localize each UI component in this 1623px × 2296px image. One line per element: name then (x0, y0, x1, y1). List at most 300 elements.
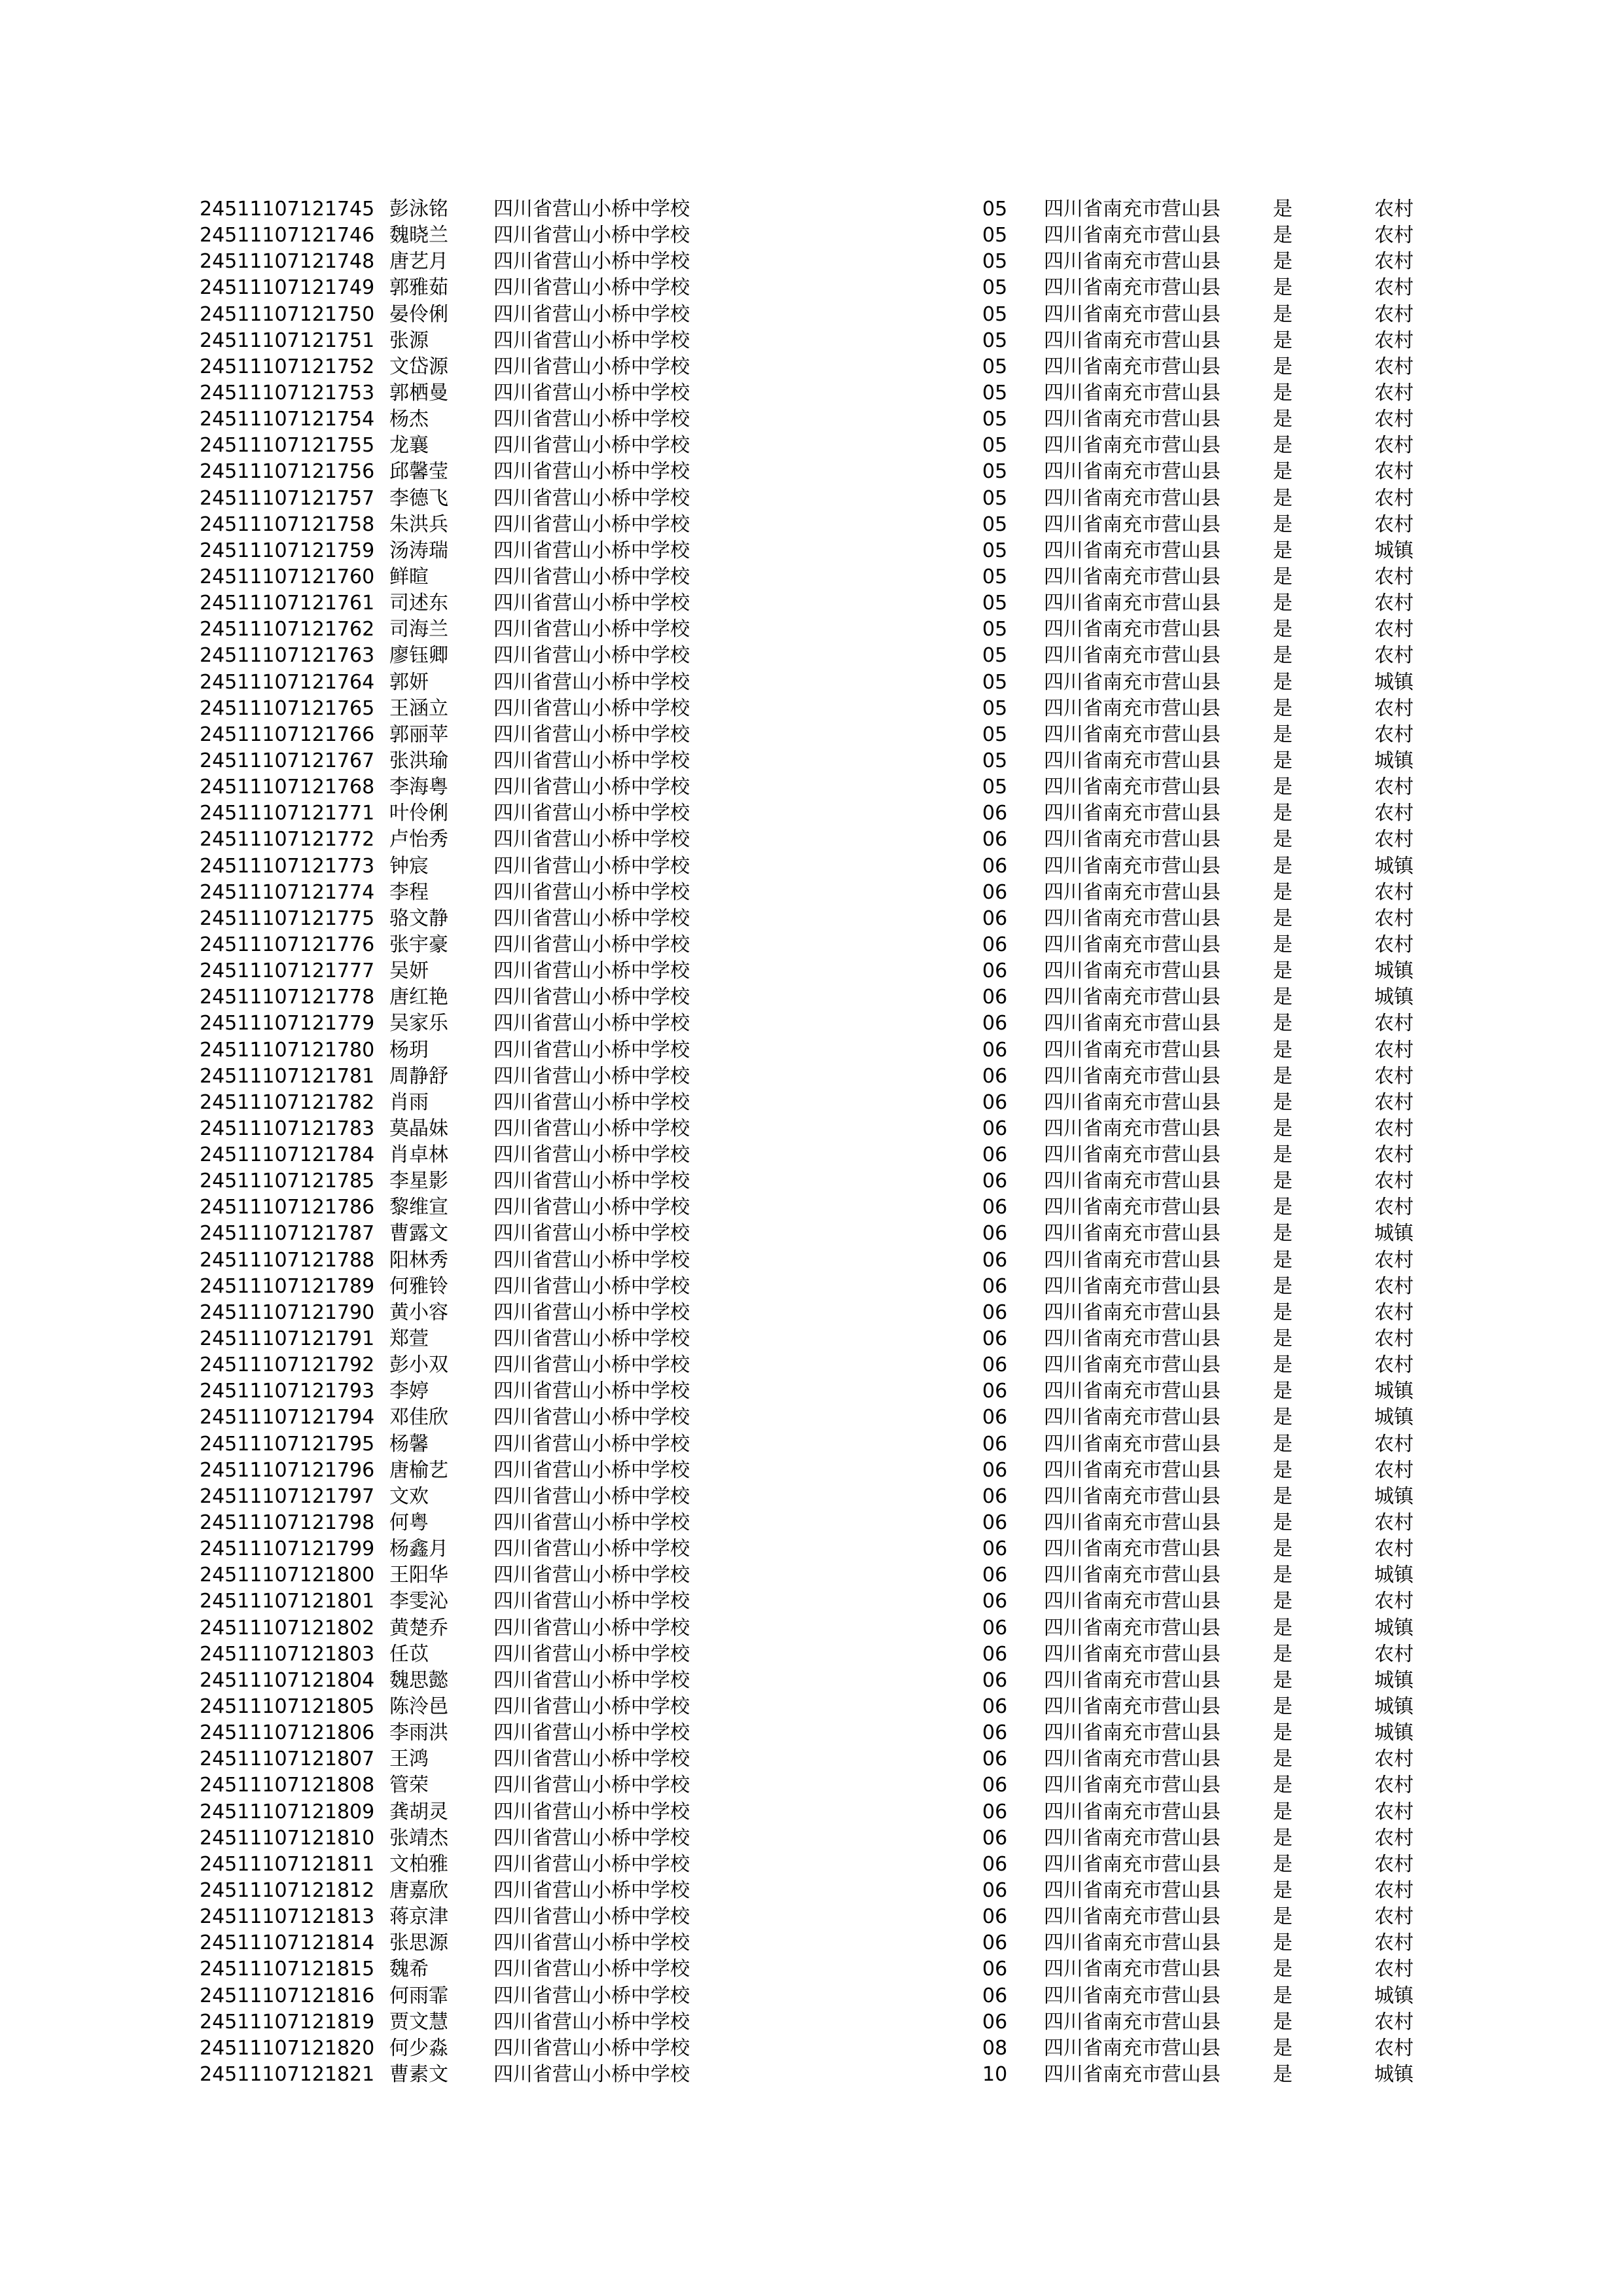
table-row (200, 1772, 1430, 1799)
student-name-cell: 魏思懿 (389, 1668, 448, 1692)
student-name-cell: 何雨霏 (389, 1984, 448, 2007)
table-row (200, 1168, 1430, 1194)
region-cell: 四川省南充市营山县 (1044, 1537, 1221, 1561)
student-name-cell: 唐榆艺 (389, 1458, 448, 1482)
area-type-cell: 农村 (1374, 2036, 1414, 2060)
student-name-cell: 何粤 (389, 1511, 429, 1535)
status-flag-cell: 是 (1273, 1905, 1293, 1929)
status-flag-cell: 是 (1273, 1958, 1293, 1981)
table-row (200, 1326, 1430, 1352)
student-name-cell: 李星影 (389, 1170, 448, 1193)
table-row (200, 1300, 1430, 1326)
student-name-cell: 邓佳欣 (389, 1406, 448, 1429)
school-name-cell: 四川省营山小桥中学校 (493, 1590, 690, 1613)
table-row (200, 1274, 1430, 1300)
school-name-cell: 四川省营山小桥中学校 (493, 2036, 690, 2060)
class-code-cell: 05 (982, 776, 1008, 799)
class-code-cell: 06 (982, 1222, 1008, 1246)
school-name-cell: 四川省营山小桥中学校 (493, 1484, 690, 1508)
table-row (200, 1930, 1430, 1956)
student-id-cell: 24511107121772 (200, 828, 375, 852)
status-flag-cell: 是 (1273, 1931, 1293, 1955)
table-row (200, 328, 1430, 354)
status-flag-cell: 是 (1273, 1143, 1293, 1167)
school-name-cell: 四川省营山小桥中学校 (493, 1090, 690, 1114)
status-flag-cell: 是 (1273, 1695, 1293, 1719)
student-id-cell: 24511107121797 (200, 1484, 375, 1508)
student-id-cell: 24511107121750 (200, 302, 375, 326)
school-name-cell: 四川省营山小桥中学校 (493, 1564, 690, 1587)
table-row (200, 275, 1430, 301)
status-flag-cell: 是 (1273, 644, 1293, 668)
status-flag-cell: 是 (1273, 1038, 1293, 1062)
student-name-cell: 王阳华 (389, 1564, 448, 1587)
table-row (200, 1588, 1430, 1615)
region-cell: 四川省南充市营山县 (1044, 618, 1221, 641)
student-name-cell: 阳林秀 (389, 1248, 448, 1272)
table-row (200, 1378, 1430, 1405)
area-type-cell: 农村 (1374, 723, 1414, 746)
status-flag-cell: 是 (1273, 1170, 1293, 1193)
table-row (200, 670, 1430, 696)
area-type-cell: 城镇 (1374, 1616, 1414, 1640)
status-flag-cell: 是 (1273, 1616, 1293, 1640)
region-cell: 四川省南充市营山县 (1044, 1800, 1221, 1823)
student-name-cell: 李程 (389, 880, 429, 904)
student-id-cell: 24511107121752 (200, 355, 375, 378)
status-flag-cell: 是 (1273, 592, 1293, 615)
area-type-cell: 农村 (1374, 880, 1414, 904)
student-id-cell: 24511107121763 (200, 644, 375, 668)
area-type-cell: 农村 (1374, 906, 1414, 930)
school-name-cell: 四川省营山小桥中学校 (493, 1196, 690, 1219)
class-code-cell: 05 (982, 749, 1008, 772)
area-type-cell: 农村 (1374, 460, 1414, 484)
status-flag-cell: 是 (1273, 1327, 1293, 1351)
student-name-cell: 曹露文 (389, 1222, 448, 1246)
area-type-cell: 城镇 (1374, 1222, 1414, 1246)
area-type-cell: 农村 (1374, 1642, 1414, 1666)
class-code-cell: 06 (982, 1695, 1008, 1719)
student-name-cell: 郭丽苹 (389, 723, 448, 746)
class-code-cell: 05 (982, 302, 1008, 326)
student-id-cell: 24511107121815 (200, 1958, 375, 1981)
student-id-cell: 24511107121757 (200, 486, 375, 510)
student-name-cell: 莫晶妹 (389, 1117, 448, 1140)
status-flag-cell: 是 (1273, 906, 1293, 930)
area-type-cell: 农村 (1374, 250, 1414, 274)
table-row (200, 1904, 1430, 1930)
student-name-cell: 钟宸 (389, 854, 429, 878)
class-code-cell: 06 (982, 960, 1008, 983)
class-code-cell: 06 (982, 1511, 1008, 1535)
status-flag-cell: 是 (1273, 408, 1293, 431)
school-name-cell: 四川省营山小桥中学校 (493, 1222, 690, 1246)
student-id-cell: 24511107121809 (200, 1800, 375, 1823)
region-cell: 四川省南充市营山县 (1044, 1354, 1221, 1377)
school-name-cell: 四川省营山小桥中学校 (493, 1537, 690, 1561)
area-type-cell: 城镇 (1374, 960, 1414, 983)
region-cell: 四川省南充市营山县 (1044, 670, 1221, 694)
student-id-cell: 24511107121793 (200, 1380, 375, 1403)
area-type-cell: 农村 (1374, 1090, 1414, 1114)
table-row (200, 984, 1430, 1011)
school-name-cell: 四川省营山小桥中学校 (493, 986, 690, 1009)
student-id-cell: 24511107121813 (200, 1905, 375, 1929)
area-type-cell: 农村 (1374, 1958, 1414, 1981)
class-code-cell: 05 (982, 381, 1008, 404)
status-flag-cell: 是 (1273, 1012, 1293, 1035)
student-name-cell: 司海兰 (389, 618, 448, 641)
table-row (200, 1825, 1430, 1852)
status-flag-cell: 是 (1273, 250, 1293, 274)
region-cell: 四川省南充市营山县 (1044, 960, 1221, 983)
school-name-cell: 四川省营山小桥中学校 (493, 198, 690, 221)
area-type-cell: 农村 (1374, 1458, 1414, 1482)
status-flag-cell: 是 (1273, 854, 1293, 878)
area-type-cell: 农村 (1374, 1064, 1414, 1088)
school-name-cell: 四川省营山小桥中学校 (493, 302, 690, 326)
class-code-cell: 06 (982, 1984, 1008, 2007)
table-row (200, 1011, 1430, 1037)
area-type-cell: 农村 (1374, 644, 1414, 668)
student-id-cell: 24511107121782 (200, 1090, 375, 1114)
school-name-cell: 四川省营山小桥中学校 (493, 2062, 690, 2086)
region-cell: 四川省南充市营山县 (1044, 1327, 1221, 1351)
class-code-cell: 05 (982, 618, 1008, 641)
table-row (200, 1458, 1430, 1484)
region-cell: 四川省南充市营山县 (1044, 1012, 1221, 1035)
area-type-cell: 农村 (1374, 1931, 1414, 1955)
table-row (200, 696, 1430, 722)
class-code-cell: 06 (982, 1012, 1008, 1035)
student-id-cell: 24511107121812 (200, 1879, 375, 1902)
student-id-cell: 24511107121779 (200, 1012, 375, 1035)
student-id-cell: 24511107121801 (200, 1590, 375, 1613)
region-cell: 四川省南充市营山县 (1044, 1064, 1221, 1088)
table-row (200, 1090, 1430, 1116)
table-row (200, 2009, 1430, 2036)
class-code-cell: 08 (982, 2036, 1008, 2060)
region-cell: 四川省南充市营山县 (1044, 1274, 1221, 1298)
status-flag-cell: 是 (1273, 1380, 1293, 1403)
table-row (200, 643, 1430, 669)
school-name-cell: 四川省营山小桥中学校 (493, 1248, 690, 1272)
student-name-cell: 杨玥 (389, 1038, 429, 1062)
school-name-cell: 四川省营山小桥中学校 (493, 1406, 690, 1429)
class-code-cell: 06 (982, 1327, 1008, 1351)
area-type-cell: 农村 (1374, 2010, 1414, 2034)
area-type-cell: 农村 (1374, 1800, 1414, 1823)
area-type-cell: 城镇 (1374, 1484, 1414, 1508)
student-id-cell: 24511107121778 (200, 986, 375, 1009)
student-name-cell: 郭栖曼 (389, 381, 448, 404)
region-cell: 四川省南充市营山县 (1044, 2010, 1221, 2034)
student-id-cell: 24511107121783 (200, 1117, 375, 1140)
status-flag-cell: 是 (1273, 486, 1293, 510)
status-flag-cell: 是 (1273, 880, 1293, 904)
school-name-cell: 四川省营山小桥中学校 (493, 776, 690, 799)
status-flag-cell: 是 (1273, 565, 1293, 588)
student-id-cell: 24511107121811 (200, 1852, 375, 1876)
student-id-cell: 24511107121760 (200, 565, 375, 588)
school-name-cell: 四川省营山小桥中学校 (493, 224, 690, 247)
table-row (200, 880, 1430, 906)
region-cell: 四川省南充市营山县 (1044, 512, 1221, 536)
area-type-cell: 农村 (1374, 1852, 1414, 1876)
status-flag-cell: 是 (1273, 2036, 1293, 2060)
class-code-cell: 05 (982, 460, 1008, 484)
area-type-cell: 农村 (1374, 276, 1414, 300)
area-type-cell: 农村 (1374, 1012, 1414, 1035)
area-type-cell: 城镇 (1374, 2062, 1414, 2086)
class-code-cell: 06 (982, 1931, 1008, 1955)
school-name-cell: 四川省营山小桥中学校 (493, 644, 690, 668)
student-id-cell: 24511107121756 (200, 460, 375, 484)
student-id-cell: 24511107121788 (200, 1248, 375, 1272)
student-name-cell: 唐红艳 (389, 986, 448, 1009)
table-row (200, 1720, 1430, 1746)
region-cell: 四川省南充市营山县 (1044, 880, 1221, 904)
table-row (200, 1352, 1430, 1378)
student-id-cell: 24511107121804 (200, 1668, 375, 1692)
class-code-cell: 06 (982, 1668, 1008, 1692)
student-name-cell: 龚胡灵 (389, 1800, 448, 1823)
status-flag-cell: 是 (1273, 723, 1293, 746)
student-name-cell: 曹素文 (389, 2062, 448, 2086)
status-flag-cell: 是 (1273, 933, 1293, 956)
class-code-cell: 05 (982, 329, 1008, 352)
area-type-cell: 农村 (1374, 1327, 1414, 1351)
school-name-cell: 四川省营山小桥中学校 (493, 618, 690, 641)
class-code-cell: 05 (982, 539, 1008, 562)
table-row (200, 1956, 1430, 1982)
region-cell: 四川省南充市营山县 (1044, 486, 1221, 510)
class-code-cell: 05 (982, 592, 1008, 615)
school-name-cell: 四川省营山小桥中学校 (493, 1774, 690, 1797)
region-cell: 四川省南充市营山县 (1044, 592, 1221, 615)
class-code-cell: 06 (982, 1196, 1008, 1219)
table-row (200, 1247, 1430, 1274)
region-cell: 四川省南充市营山县 (1044, 933, 1221, 956)
school-name-cell: 四川省营山小桥中学校 (493, 486, 690, 510)
student-id-cell: 24511107121820 (200, 2036, 375, 2060)
area-type-cell: 农村 (1374, 1354, 1414, 1377)
school-name-cell: 四川省营山小桥中学校 (493, 1905, 690, 1929)
school-name-cell: 四川省营山小桥中学校 (493, 1380, 690, 1403)
region-cell: 四川省南充市营山县 (1044, 1038, 1221, 1062)
school-name-cell: 四川省营山小桥中学校 (493, 1695, 690, 1719)
student-name-cell: 文岱源 (389, 355, 448, 378)
status-flag-cell: 是 (1273, 1721, 1293, 1745)
student-name-cell: 王涵立 (389, 696, 448, 720)
class-code-cell: 06 (982, 828, 1008, 852)
student-id-cell: 24511107121784 (200, 1143, 375, 1167)
student-id-cell: 24511107121781 (200, 1064, 375, 1088)
school-name-cell: 四川省营山小桥中学校 (493, 1458, 690, 1482)
school-name-cell: 四川省营山小桥中学校 (493, 933, 690, 956)
student-name-cell: 骆文静 (389, 906, 448, 930)
student-id-cell: 24511107121755 (200, 434, 375, 457)
student-id-cell: 24511107121746 (200, 224, 375, 247)
class-code-cell: 06 (982, 1484, 1008, 1508)
school-name-cell: 四川省营山小桥中学校 (493, 1038, 690, 1062)
student-id-cell: 24511107121758 (200, 512, 375, 536)
region-cell: 四川省南充市营山县 (1044, 986, 1221, 1009)
table-row (200, 459, 1430, 485)
school-name-cell: 四川省营山小桥中学校 (493, 960, 690, 983)
area-type-cell: 农村 (1374, 1590, 1414, 1613)
school-name-cell: 四川省营山小桥中学校 (493, 408, 690, 431)
student-name-cell: 陈泠邑 (389, 1695, 448, 1719)
class-code-cell: 06 (982, 854, 1008, 878)
student-name-cell: 魏希 (389, 1958, 429, 1981)
table-row (200, 433, 1430, 459)
area-type-cell: 城镇 (1374, 1380, 1414, 1403)
student-id-cell: 24511107121798 (200, 1511, 375, 1535)
class-code-cell: 05 (982, 276, 1008, 300)
region-cell: 四川省南充市营山县 (1044, 1196, 1221, 1219)
status-flag-cell: 是 (1273, 776, 1293, 799)
student-table (200, 196, 1430, 2088)
class-code-cell: 10 (982, 2062, 1008, 2086)
class-code-cell: 06 (982, 1406, 1008, 1429)
status-flag-cell: 是 (1273, 1300, 1293, 1324)
region-cell: 四川省南充市营山县 (1044, 1458, 1221, 1482)
class-code-cell: 06 (982, 1090, 1008, 1114)
status-flag-cell: 是 (1273, 1511, 1293, 1535)
table-row (200, 1852, 1430, 1878)
region-cell: 四川省南充市营山县 (1044, 696, 1221, 720)
student-name-cell: 李德飞 (389, 486, 448, 510)
status-flag-cell: 是 (1273, 1774, 1293, 1797)
table-row (200, 774, 1430, 800)
area-type-cell: 城镇 (1374, 986, 1414, 1009)
student-name-cell: 杨杰 (389, 408, 429, 431)
school-name-cell: 四川省营山小桥中学校 (493, 854, 690, 878)
area-type-cell: 城镇 (1374, 670, 1414, 694)
status-flag-cell: 是 (1273, 749, 1293, 772)
student-id-cell: 24511107121819 (200, 2010, 375, 2034)
student-id-cell: 24511107121786 (200, 1196, 375, 1219)
table-row (200, 1142, 1430, 1168)
student-name-cell: 龙襄 (389, 434, 429, 457)
region-cell: 四川省南充市营山县 (1044, 1695, 1221, 1719)
table-row (200, 2062, 1430, 2088)
area-type-cell: 城镇 (1374, 539, 1414, 562)
student-id-cell: 24511107121816 (200, 1984, 375, 2007)
student-name-cell: 郑萱 (389, 1327, 429, 1351)
status-flag-cell: 是 (1273, 1248, 1293, 1272)
table-row (200, 538, 1430, 564)
table-row (200, 1746, 1430, 1772)
class-code-cell: 06 (982, 906, 1008, 930)
student-id-cell: 24511107121785 (200, 1170, 375, 1193)
status-flag-cell: 是 (1273, 276, 1293, 300)
class-code-cell: 05 (982, 486, 1008, 510)
region-cell: 四川省南充市营山县 (1044, 250, 1221, 274)
student-id-cell: 24511107121789 (200, 1274, 375, 1298)
student-name-cell: 李雯沁 (389, 1590, 448, 1613)
status-flag-cell: 是 (1273, 1432, 1293, 1456)
student-name-cell: 黄楚乔 (389, 1616, 448, 1640)
area-type-cell: 农村 (1374, 1826, 1414, 1850)
status-flag-cell: 是 (1273, 381, 1293, 404)
class-code-cell: 06 (982, 1564, 1008, 1587)
student-id-cell: 24511107121754 (200, 408, 375, 431)
student-id-cell: 24511107121790 (200, 1300, 375, 1324)
status-flag-cell: 是 (1273, 1196, 1293, 1219)
class-code-cell: 06 (982, 880, 1008, 904)
student-id-cell: 24511107121799 (200, 1537, 375, 1561)
student-id-cell: 24511107121745 (200, 198, 375, 221)
class-code-cell: 06 (982, 1721, 1008, 1745)
student-name-cell: 汤涛瑞 (389, 539, 448, 562)
school-name-cell: 四川省营山小桥中学校 (493, 670, 690, 694)
class-code-cell: 05 (982, 565, 1008, 588)
student-id-cell: 24511107121807 (200, 1748, 375, 1771)
class-code-cell: 05 (982, 224, 1008, 247)
area-type-cell: 城镇 (1374, 1668, 1414, 1692)
area-type-cell: 农村 (1374, 486, 1414, 510)
student-name-cell: 李雨洪 (389, 1721, 448, 1745)
school-name-cell: 四川省营山小桥中学校 (493, 1327, 690, 1351)
class-code-cell: 05 (982, 670, 1008, 694)
student-name-cell: 贾文慧 (389, 2010, 448, 2034)
school-name-cell: 四川省营山小桥中学校 (493, 1511, 690, 1535)
school-name-cell: 四川省营山小桥中学校 (493, 434, 690, 457)
table-row (200, 380, 1430, 406)
class-code-cell: 05 (982, 250, 1008, 274)
school-name-cell: 四川省营山小桥中学校 (493, 460, 690, 484)
region-cell: 四川省南充市营山县 (1044, 460, 1221, 484)
status-flag-cell: 是 (1273, 329, 1293, 352)
table-row (200, 722, 1430, 748)
school-name-cell: 四川省营山小桥中学校 (493, 723, 690, 746)
region-cell: 四川省南充市营山县 (1044, 1958, 1221, 1981)
student-id-cell: 24511107121803 (200, 1642, 375, 1666)
student-id-cell: 24511107121767 (200, 749, 375, 772)
student-name-cell: 文柏雅 (389, 1852, 448, 1876)
class-code-cell: 06 (982, 986, 1008, 1009)
class-code-cell: 06 (982, 1274, 1008, 1298)
student-id-cell: 24511107121771 (200, 802, 375, 825)
student-id-cell: 24511107121764 (200, 670, 375, 694)
student-id-cell: 24511107121759 (200, 539, 375, 562)
school-name-cell: 四川省营山小桥中学校 (493, 1117, 690, 1140)
table-row (200, 1878, 1430, 1904)
student-name-cell: 吴妍 (389, 960, 429, 983)
class-code-cell: 06 (982, 1117, 1008, 1140)
table-row (200, 590, 1430, 617)
student-name-cell: 晏伶俐 (389, 302, 448, 326)
table-row (200, 853, 1430, 880)
table-row (200, 800, 1430, 827)
region-cell: 四川省南充市营山县 (1044, 644, 1221, 668)
table-row (200, 1116, 1430, 1142)
table-row (200, 1405, 1430, 1431)
student-id-cell: 24511107121777 (200, 960, 375, 983)
student-name-cell: 彭泳铭 (389, 198, 448, 221)
area-type-cell: 农村 (1374, 802, 1414, 825)
status-flag-cell: 是 (1273, 1458, 1293, 1482)
class-code-cell: 06 (982, 1852, 1008, 1876)
class-code-cell: 06 (982, 1590, 1008, 1613)
table-row (200, 302, 1430, 328)
school-name-cell: 四川省营山小桥中学校 (493, 1170, 690, 1193)
region-cell: 四川省南充市营山县 (1044, 355, 1221, 378)
status-flag-cell: 是 (1273, 434, 1293, 457)
